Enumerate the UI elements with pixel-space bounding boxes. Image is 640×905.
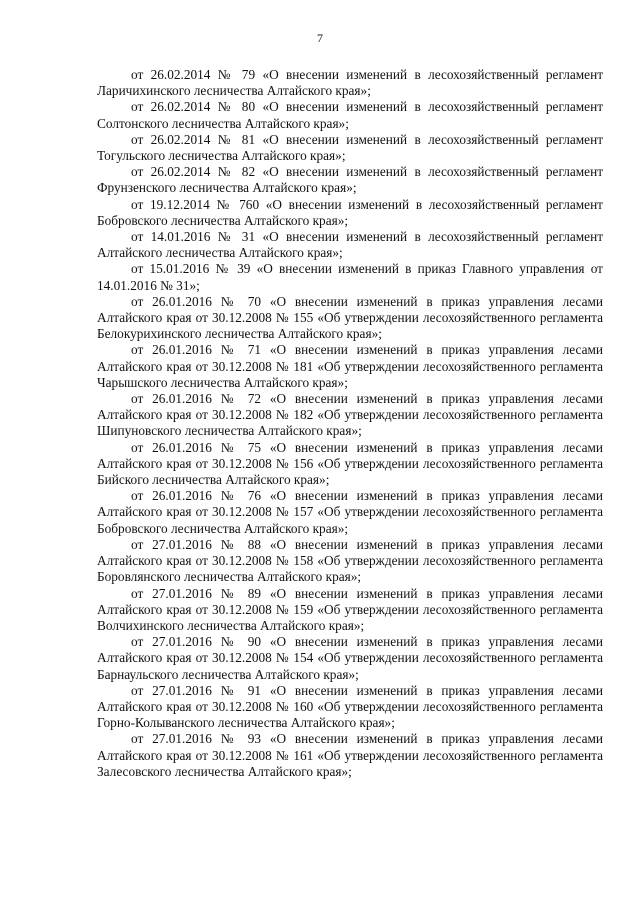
order-entry: от 26.01.2016 № 72 «О внесении изменений в приказ управления лесами Алтайского края от 30.12.2008 № 182 «Об утверждении лесохозяйственного регламента Шипуновского лесничества Алтайского края»; <box>97 391 603 439</box>
order-entry: от 27.01.2016 № 88 «О внесении изменений в приказ управления лесами Алтайского края от 30.12.2008 № 158 «Об утверждении лесохозяйственного регламента Боровлянского лесничества Алтайского края»; <box>97 536 603 585</box>
order-entry: от 27.01.2016 № 90 «О внесении изменений в приказ управления лесами Алтайского края от 30.12.2008 № 154 «Об утверждении лесохозяйственного регламента Барнаульского лесничества Алтайского края»; <box>97 634 603 682</box>
order-entry: от 26.01.2016 № 71 «О внесении изменений в приказ управления лесами Алтайского края от 30.12.2008 № 181 «Об утверждении лесохозяйственного регламента Чарышского лесничества Алтайского края»; <box>97 342 603 390</box>
page-number: 7 <box>317 31 323 45</box>
order-entry: от 14.01.2016 № 31 «О внесении изменений в лесохозяйственный регламент Алтайского лесничества Алтайского края»; <box>97 229 603 261</box>
order-entry: от 26.02.2014 № 79 «О внесении изменений в лесохозяйственный регламент Ларичихинского лесничества Алтайского края»; <box>97 67 603 99</box>
order-entry: от 26.01.2016 № 75 «О внесении изменений в приказ управления лесами Алтайского края от 30.12.2008 № 156 «Об утверждении лесохозяйственного регламента Бийского лесничества Алтайского края»; <box>97 439 603 488</box>
order-entry: от 19.12.2014 № 760 «О внесении изменений в лесохозяйственный регламент Бобровского лесничества Алтайского края»; <box>97 196 603 228</box>
order-entry: от 27.01.2016 № 93 «О внесении изменений в приказ управления лесами Алтайского края от 30.12.2008 № 161 «Об утверждении лесохозяйственного регламента Залесовского лесничества Алтайского края»; <box>97 731 603 779</box>
order-entry: от 26.01.2016 № 70 «О внесении изменений в приказ управления лесами Алтайского края от 30.12.2008 № 155 «Об утверждении лесохозяйственного регламента Белокурихинского лесничества Алтайского края»; <box>97 293 603 342</box>
order-entry: от 15.01.2016 № 39 «О внесении изменений в приказ Главного управления от 14.01.2016 № 31»; <box>97 261 603 293</box>
order-entry: от 27.01.2016 № 89 «О внесении изменений в приказ управления лесами Алтайского края от 30.12.2008 № 159 «Об утверждении лесохозяйственного регламента Волчихинского лесничества Алтайского края»; <box>97 585 603 633</box>
order-entry: от 26.02.2014 № 81 «О внесении изменений в лесохозяйственный регламент Тогульского лесничества Алтайского края»; <box>97 131 603 164</box>
order-entry: от 27.01.2016 № 91 «О внесении изменений в приказ управления лесами Алтайского края от 30.12.2008 № 160 «Об утверждении лесохозяйственного регламента Горно-Колыванского лесничества Алтайского края»; <box>97 682 603 731</box>
order-entry: от 26.01.2016 № 76 «О внесении изменений в приказ управления лесами Алтайского края от 30.12.2008 № 157 «Об утверждении лесохозяйственного регламента Бобровского лесничества Алтайского края»; <box>97 488 603 536</box>
document-body <box>97 67 603 780</box>
order-entry: от 26.02.2014 № 82 «О внесении изменений в лесохозяйственный регламент Фрунзенского лесничества Алтайского края»; <box>97 164 603 196</box>
order-entry: от 26.02.2014 № 80 «О внесении изменений в лесохозяйственный регламент Солтонского лесничества Алтайского края»; <box>97 99 603 131</box>
